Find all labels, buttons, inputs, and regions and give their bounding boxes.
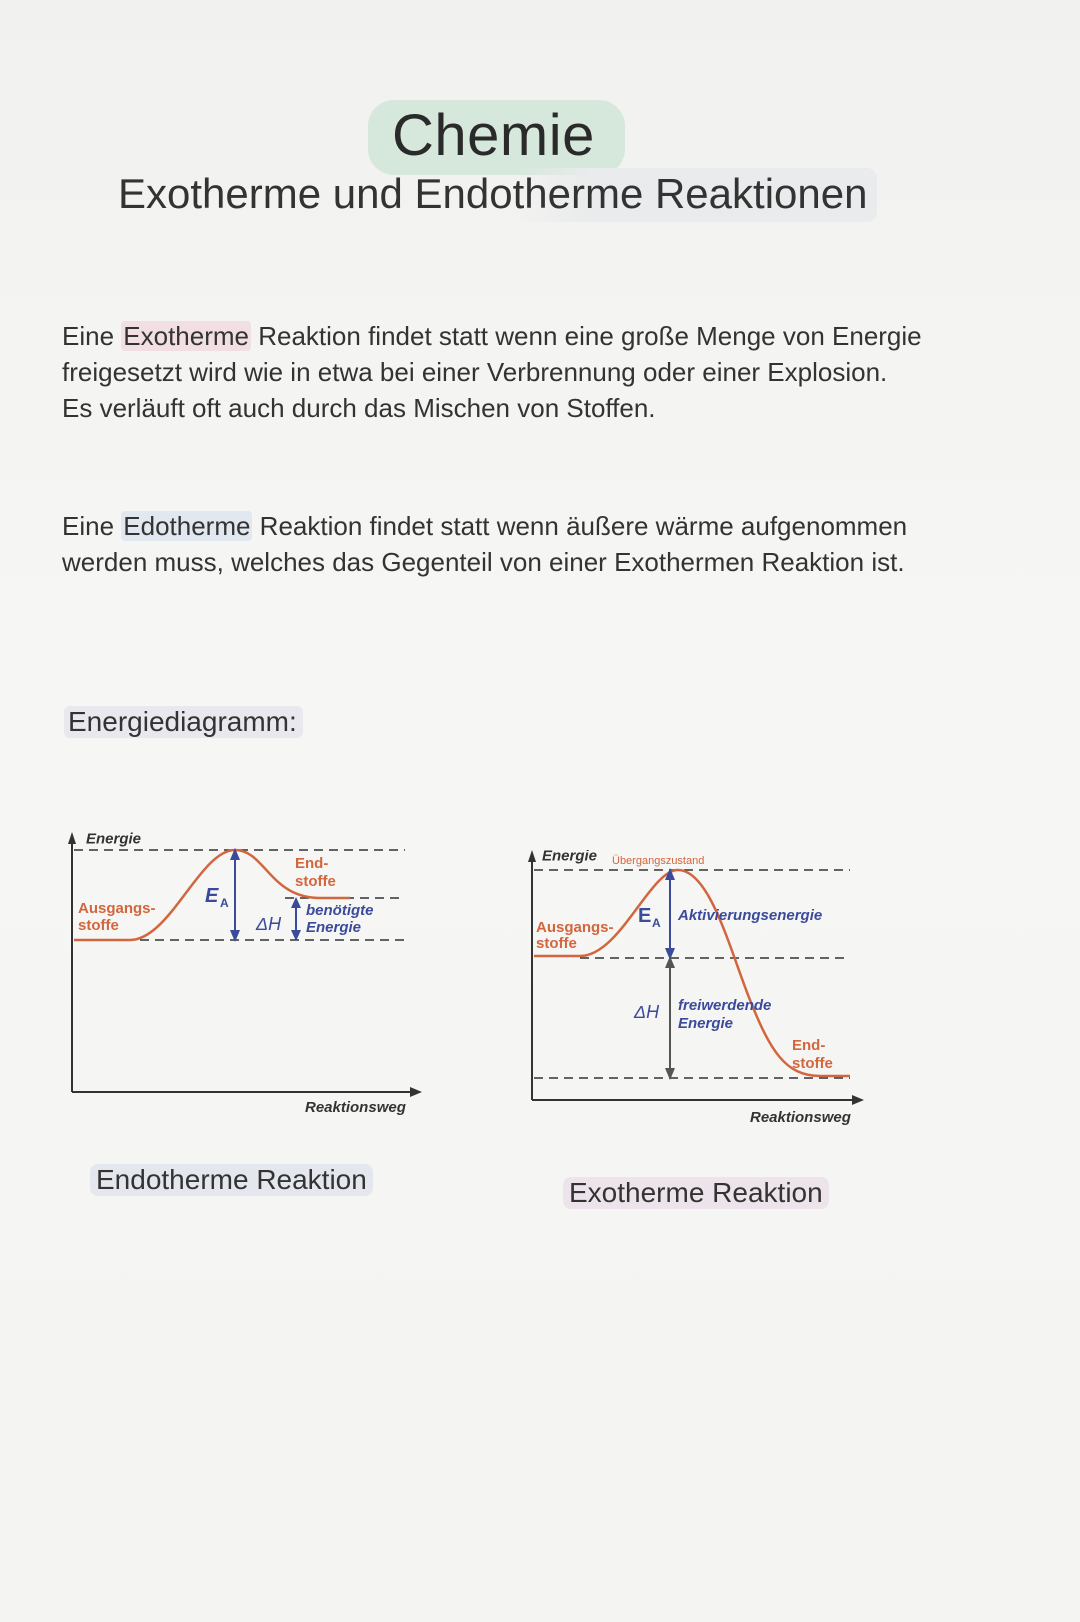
exo-y-axis-label: Energie bbox=[542, 850, 598, 865]
endo-activation-label: E bbox=[205, 885, 219, 907]
paragraph-exotherm-text: Reaktion findet statt wenn eine große Menge von Energie freigesetzt wird wie in etwa bei einer Verbrennung oder einer Explosion. Es verläuft oft auch durch das Mischen von Stoffen. bbox=[62, 321, 922, 423]
exo-products-line2: stoffe bbox=[792, 1055, 833, 1072]
exo-x-axis-label: Reaktionsweg bbox=[750, 1109, 851, 1126]
endotherm-caption: Endotherme Reaktion bbox=[90, 1164, 373, 1196]
exo-energy-note-line2: Energie bbox=[678, 1015, 734, 1032]
exo-reactants-line1: Ausgangs- bbox=[536, 919, 614, 936]
endo-products-line2: stoffe bbox=[295, 873, 336, 890]
endo-energy-note-line1: benötigte bbox=[306, 902, 374, 919]
exotherm-diagram bbox=[520, 850, 880, 1170]
exo-activation-text: Aktivierungsenergie bbox=[678, 907, 823, 924]
exo-activation-label: E bbox=[638, 905, 652, 927]
endotherm-diagram bbox=[60, 830, 440, 1160]
paragraph-exotherm-pre: Eine bbox=[62, 321, 122, 351]
paragraph-endotherm-pre: Eine bbox=[62, 511, 122, 541]
exo-y-axis-arrow bbox=[528, 850, 536, 862]
page-title: Chemie bbox=[368, 100, 625, 175]
paragraph-exotherm bbox=[62, 318, 922, 426]
exo-transition-label: Übergangszustand bbox=[612, 855, 705, 867]
exo-x-axis-arrow bbox=[852, 1095, 864, 1105]
endo-energy-note-line2: Energie bbox=[306, 919, 362, 936]
paragraph-exotherm-highlight: Exotherme bbox=[123, 321, 249, 351]
exo-deltah-label: ΔH bbox=[634, 1002, 660, 1022]
paragraph-endotherm-text: Reaktion findet statt wenn äußere wärme aufgenommen werden muss, welches das Gegenteil von einer Exothermen Reaktion ist. bbox=[62, 511, 908, 577]
paragraph-endotherm-highlight: Edotherme bbox=[123, 511, 251, 541]
endo-x-axis-label: Reaktionsweg bbox=[305, 1099, 406, 1116]
paragraph-endotherm bbox=[62, 508, 922, 580]
endo-y-axis-arrow bbox=[68, 832, 76, 844]
exotherm-diagram-svg bbox=[520, 850, 880, 1170]
endo-deltah-label: ΔH bbox=[256, 914, 282, 934]
endotherm-diagram-svg bbox=[60, 830, 440, 1160]
exo-reactants-line2: stoffe bbox=[536, 935, 577, 952]
exo-energy-note-line1: freiwerdende bbox=[678, 997, 772, 1014]
exotherm-caption: Exotherme Reaktion bbox=[563, 1177, 829, 1209]
page-subtitle: Exotherme und Endotherme Reaktionen bbox=[118, 168, 877, 222]
endo-reactants-line2: stoffe bbox=[78, 917, 119, 934]
exo-products-line1: End- bbox=[792, 1037, 826, 1054]
endo-reactants-line1: Ausgangs- bbox=[78, 900, 156, 917]
endo-activation-sub: A bbox=[220, 896, 229, 910]
endo-y-axis-label: Energie bbox=[86, 830, 142, 848]
section-label-energiediagramm: Energiediagramm: bbox=[64, 706, 303, 738]
exo-activation-sub: A bbox=[652, 916, 661, 930]
endo-x-axis-arrow bbox=[410, 1087, 422, 1097]
endo-products-line1: End- bbox=[295, 855, 329, 872]
